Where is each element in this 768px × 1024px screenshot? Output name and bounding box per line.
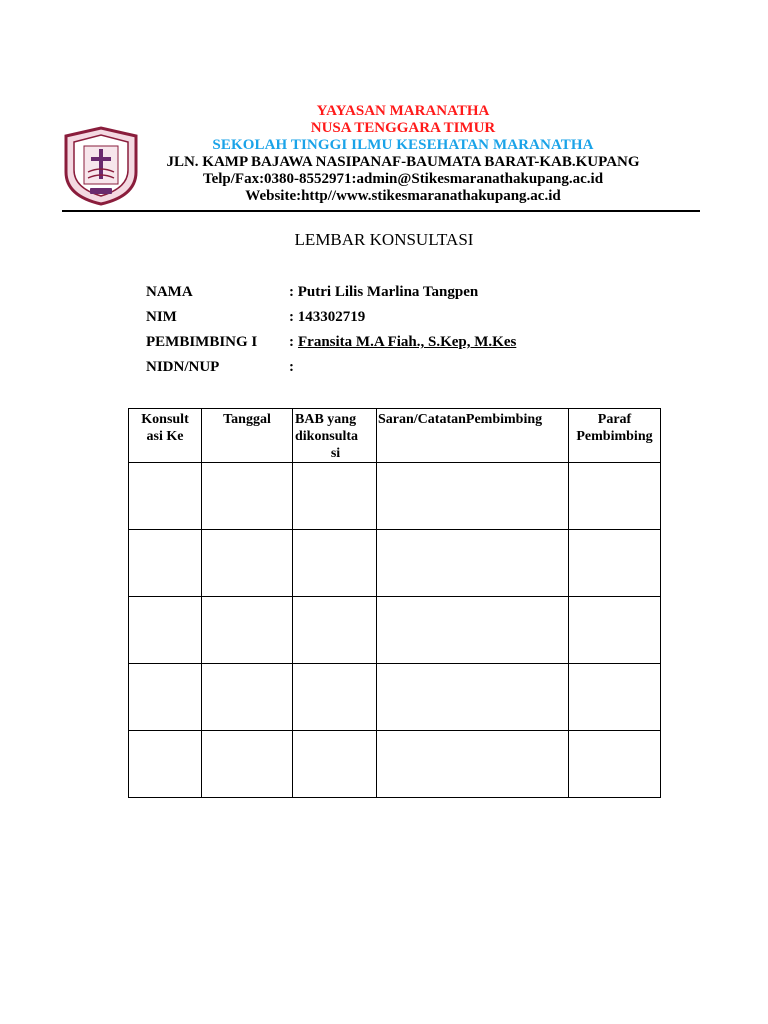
consultation-table	[128, 408, 661, 798]
header-consultation-number: Konsult asi Ke	[129, 409, 202, 463]
table-cell[interactable]	[202, 597, 293, 664]
table-cell[interactable]	[293, 463, 377, 530]
table-cell[interactable]	[293, 530, 377, 597]
table-row	[129, 530, 661, 597]
header-supervisor-notes: Saran/CatatanPembimbing	[377, 409, 569, 463]
table-cell[interactable]	[202, 731, 293, 798]
table-row	[129, 664, 661, 731]
table-cell[interactable]	[202, 530, 293, 597]
identity-row-pembimbing	[146, 334, 516, 359]
table-cell[interactable]	[202, 463, 293, 530]
foundation-name: YAYASAN MARANATHA	[316, 103, 490, 119]
address: JLN. KAMP BAJAWA NASIPANAF-BAUMATA BARAT-KAB.KUPANG	[166, 154, 640, 170]
table-cell[interactable]	[129, 530, 202, 597]
identity-value: :	[289, 359, 294, 375]
header-chapter: BAB yang dikonsulta si	[293, 409, 377, 463]
letterhead	[120, 103, 686, 205]
letterhead-divider	[62, 210, 700, 212]
table-row	[129, 463, 661, 530]
table-cell[interactable]	[377, 530, 569, 597]
identity-block	[146, 284, 516, 384]
table-cell[interactable]	[129, 463, 202, 530]
school-name: SEKOLAH TINGGI ILMU KESEHATAN MARANATHA	[212, 137, 594, 153]
identity-row-nidn	[146, 359, 516, 384]
table-row	[129, 731, 661, 798]
table-cell[interactable]	[377, 664, 569, 731]
header-supervisor-initials: Paraf Pembimbing	[569, 409, 661, 463]
table-cell[interactable]	[377, 597, 569, 664]
website: Website:http//www.stikesmaranathakupang.ac.id	[245, 188, 561, 204]
table-cell[interactable]	[569, 530, 661, 597]
table-cell[interactable]	[569, 463, 661, 530]
identity-value: Fransita M.A Fiah., S.Kep, M.Kes	[298, 334, 517, 350]
identity-colon: :	[289, 334, 294, 350]
identity-value: : 143302719	[289, 309, 366, 325]
table-cell[interactable]	[129, 731, 202, 798]
header-date: Tanggal	[202, 409, 293, 463]
table-cell[interactable]	[569, 731, 661, 798]
contact-phone-email: Telp/Fax:0380-8552971:admin@Stikesmaranathakupang.ac.id	[202, 171, 604, 187]
identity-label: NIDN/NUP	[146, 359, 220, 375]
table-cell[interactable]	[129, 664, 202, 731]
identity-label: NAMA	[146, 284, 193, 300]
table-cell[interactable]	[129, 597, 202, 664]
table-cell[interactable]	[293, 664, 377, 731]
table-cell[interactable]	[569, 664, 661, 731]
table-cell[interactable]	[293, 731, 377, 798]
table-cell[interactable]	[377, 731, 569, 798]
identity-label: NIM	[146, 309, 177, 325]
table-cell[interactable]	[377, 463, 569, 530]
province-name: NUSA TENGGARA TIMUR	[310, 120, 496, 136]
table-cell[interactable]	[293, 597, 377, 664]
identity-row-nim	[146, 309, 516, 334]
table-cell[interactable]	[202, 664, 293, 731]
table-row	[129, 597, 661, 664]
identity-row-nama	[146, 284, 516, 309]
table-header-row	[129, 409, 661, 463]
identity-label: PEMBIMBING I	[146, 334, 258, 350]
table-cell[interactable]	[569, 597, 661, 664]
document-title: LEMBAR KONSULTASI	[294, 230, 474, 249]
identity-value: : Putri Lilis Marlina Tangpen	[289, 284, 479, 300]
